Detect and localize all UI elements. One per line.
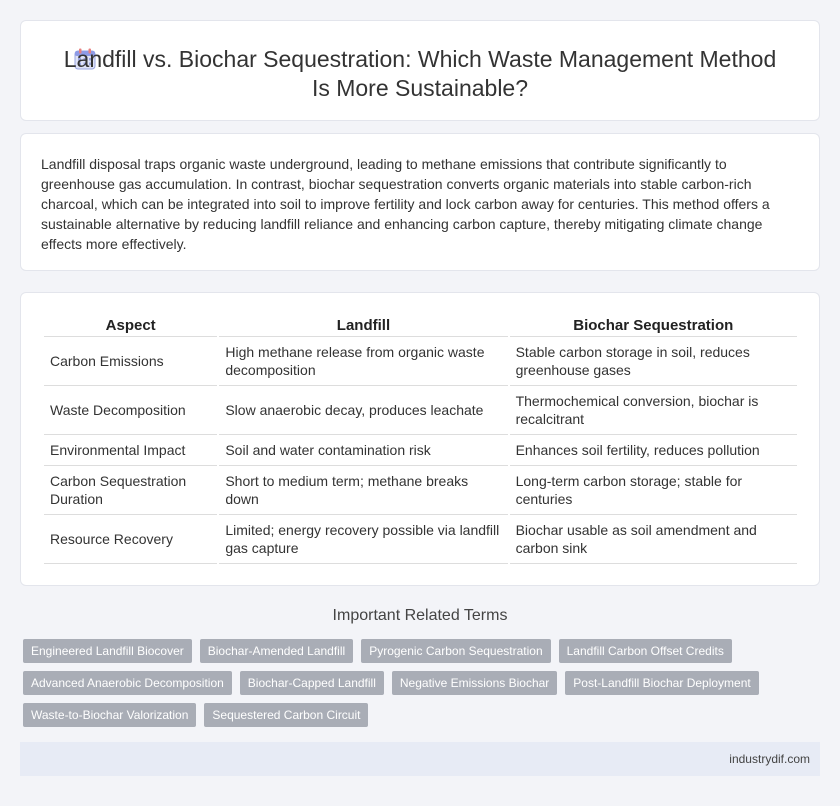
table-row [44,515,797,564]
page-title: Landfill vs. Biochar Sequestration: Which Waste Management Method Is More Sustainable? [63,46,777,101]
related-term-tag[interactable]: Pyrogenic Carbon Sequestration [361,639,550,663]
related-term-tag[interactable]: Advanced Anaerobic Decomposition [23,671,232,695]
footer [20,742,820,776]
table-row [44,386,797,435]
related-terms-title: Important Related Terms [332,607,508,624]
header-biochar: Biochar Sequestration [510,315,797,337]
cell-aspect: Environmental Impact [44,435,217,466]
cell-biochar: Stable carbon storage in soil, reduces greenhouse gases [510,337,797,386]
related-term-tag[interactable]: Negative Emissions Biochar [392,671,557,695]
cell-biochar: Biochar usable as soil amendment and carbon sink [510,515,797,564]
header-landfill: Landfill [219,315,507,337]
cell-landfill: Short to medium term; methane breaks down [219,466,507,515]
comparison-table [42,315,799,564]
intro-card [20,133,820,271]
title-card [20,20,820,121]
related-term-tag[interactable]: Sequestered Carbon Circuit [204,703,368,727]
cell-aspect: Carbon Sequestration Duration [44,466,217,515]
related-term-tag[interactable]: Waste-to-Biochar Valorization [23,703,196,727]
related-term-tag[interactable]: Biochar-Amended Landfill [200,639,353,663]
related-term-tag[interactable]: Post-Landfill Biochar Deployment [565,671,758,695]
cell-biochar: Enhances soil fertility, reduces pollution [510,435,797,466]
intro-paragraph: Landfill disposal traps organic waste underground, leading to methane emissions that contribute significantly to greenhouse gas accumulation. In contrast, biochar sequestration converts organic materials into stable carbon-rich charcoal, which can be integrated into soil to improve fertility and lock carbon away for centuries. This method offers a sustainable alternative by reducing landfill reliance and enhancing carbon capture, thereby mitigating climate change effects more effectively. [41,156,770,252]
table-header-row [44,315,797,337]
footer-site-link[interactable]: industrydif.com [729,752,810,766]
comparison-card [20,292,820,586]
table-row [44,435,797,466]
cell-aspect: Carbon Emissions [44,337,217,386]
cell-landfill: Soil and water contamination risk [219,435,507,466]
cell-aspect: Waste Decomposition [44,386,217,435]
table-row [44,337,797,386]
cell-landfill: Slow anaerobic decay, produces leachate [219,386,507,435]
table-row [44,466,797,515]
cell-landfill: Limited; energy recovery possible via landfill gas capture [219,515,507,564]
related-terms-list [23,639,803,735]
cell-aspect: Resource Recovery [44,515,217,564]
related-term-tag[interactable]: Engineered Landfill Biocover [23,639,192,663]
related-term-tag[interactable]: Landfill Carbon Offset Credits [559,639,732,663]
cell-biochar: Thermochemical conversion, biochar is recalcitrant [510,386,797,435]
cell-landfill: High methane release from organic waste decomposition [219,337,507,386]
header-aspect: Aspect [44,315,217,337]
cell-biochar: Long-term carbon storage; stable for centuries [510,466,797,515]
related-term-tag[interactable]: Biochar-Capped Landfill [240,671,384,695]
